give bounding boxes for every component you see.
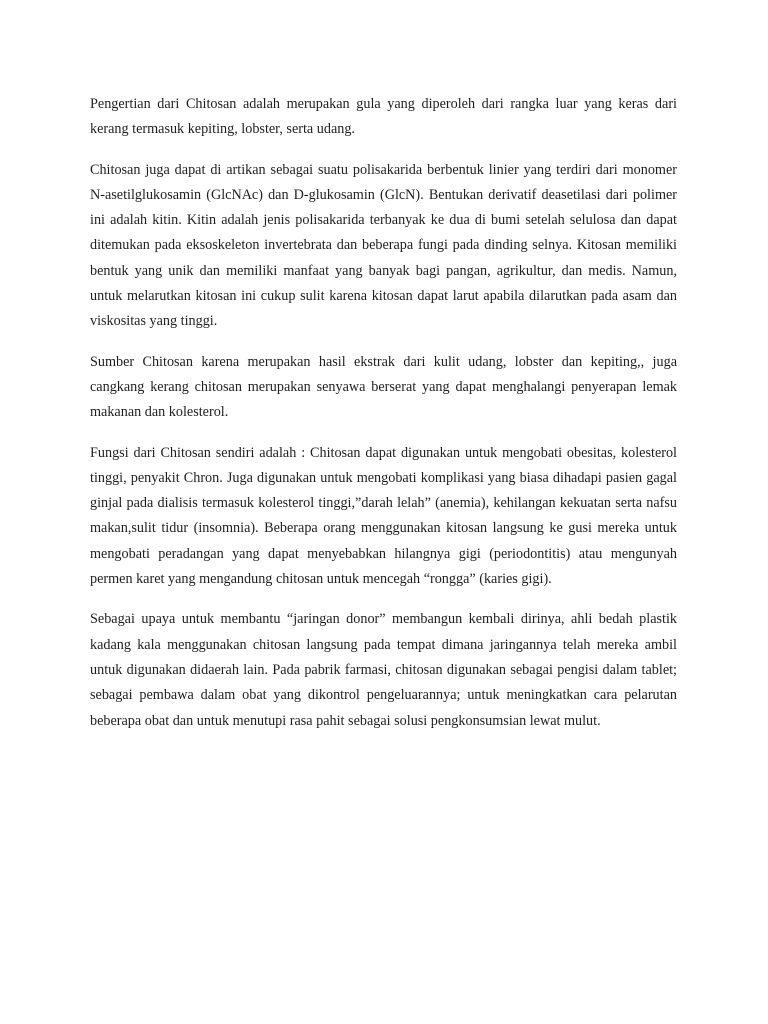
paragraph-usage: Sebagai upaya untuk membantu “jaringan donor” membangun kembali dirinya, ahli bedah plastik kadang kala menggunakan chitosan langsung pada tempat dimana jaringannya telah mereka ambil untuk digunakan didaerah lain. Pada pabrik farmasi, chitosan digunakan sebagai pengisi dalam tablet; sebagai pembawa dalam obat yang dikontrol pengeluarannya; untuk meningkatkan cara pelarutan beberapa obat dan untuk menutupi rasa pahit sebagai solusi pengkonsumsian lewat mulut. (90, 611, 677, 729)
paragraph-function: Fungsi dari Chitosan sendiri adalah : Chitosan dapat digunakan untuk mengobati obesitas, kolesterol tinggi, penyakit Chron. Juga digunakan untuk mengobati komplikasi yang biasa dihadapi pasien gagal ginjal pada dialisis termasuk kolesterol tinggi,”darah lelah” (anemia), kehilangan kekuatan serta nafsu makan,sulit tidur (insomnia). Beberapa orang menggunakan kitosan langsung ke gusi mereka untuk mengobati peradangan yang dapat menyebabkan hilangnya gigi (periodontitis) atau mengunyah permen karet yang mengandung chitosan untuk mencegah “rongga” (karies gigi). (90, 444, 677, 588)
paragraph-definition: Pengertian dari Chitosan adalah merupakan gula yang diperoleh dari rangka luar yang keras dari kerang termasuk kepiting, lobster, serta udang. (90, 96, 677, 138)
paragraph-source: Sumber Chitosan karena merupakan hasil ekstrak dari kulit udang, lobster dan kepiting,, juga cangkang kerang chitosan merupakan senyawa berserat yang dapat menghalangi penyerapan lemak makanan dan kolesterol. (90, 353, 677, 421)
document-body (90, 92, 677, 749)
paragraph-polysaccharide: Chitosan juga dapat di artikan sebagai suatu polisakarida berbentuk linier yang terdiri dari monomer N-asetilglukosamin (GlcNAc) dan D-glukosamin (GlcN). Bentukan derivatif deasetilasi dari polimer ini adalah kitin. Kitin adalah jenis polisakarida terbanyak ke dua di bumi setelah selulosa dan dapat ditemukan pada eksoskeleton invertebrata dan beberapa fungi pada dinding selnya. Kitosan memiliki bentuk yang unik dan memiliki manfaat yang banyak bagi pangan, agrikultur, dan medis. Namun, untuk melarutkan kitosan ini cukup sulit karena kitosan dapat larut apabila dilarutkan pada asam dan viskositas yang tinggi. (90, 161, 677, 330)
